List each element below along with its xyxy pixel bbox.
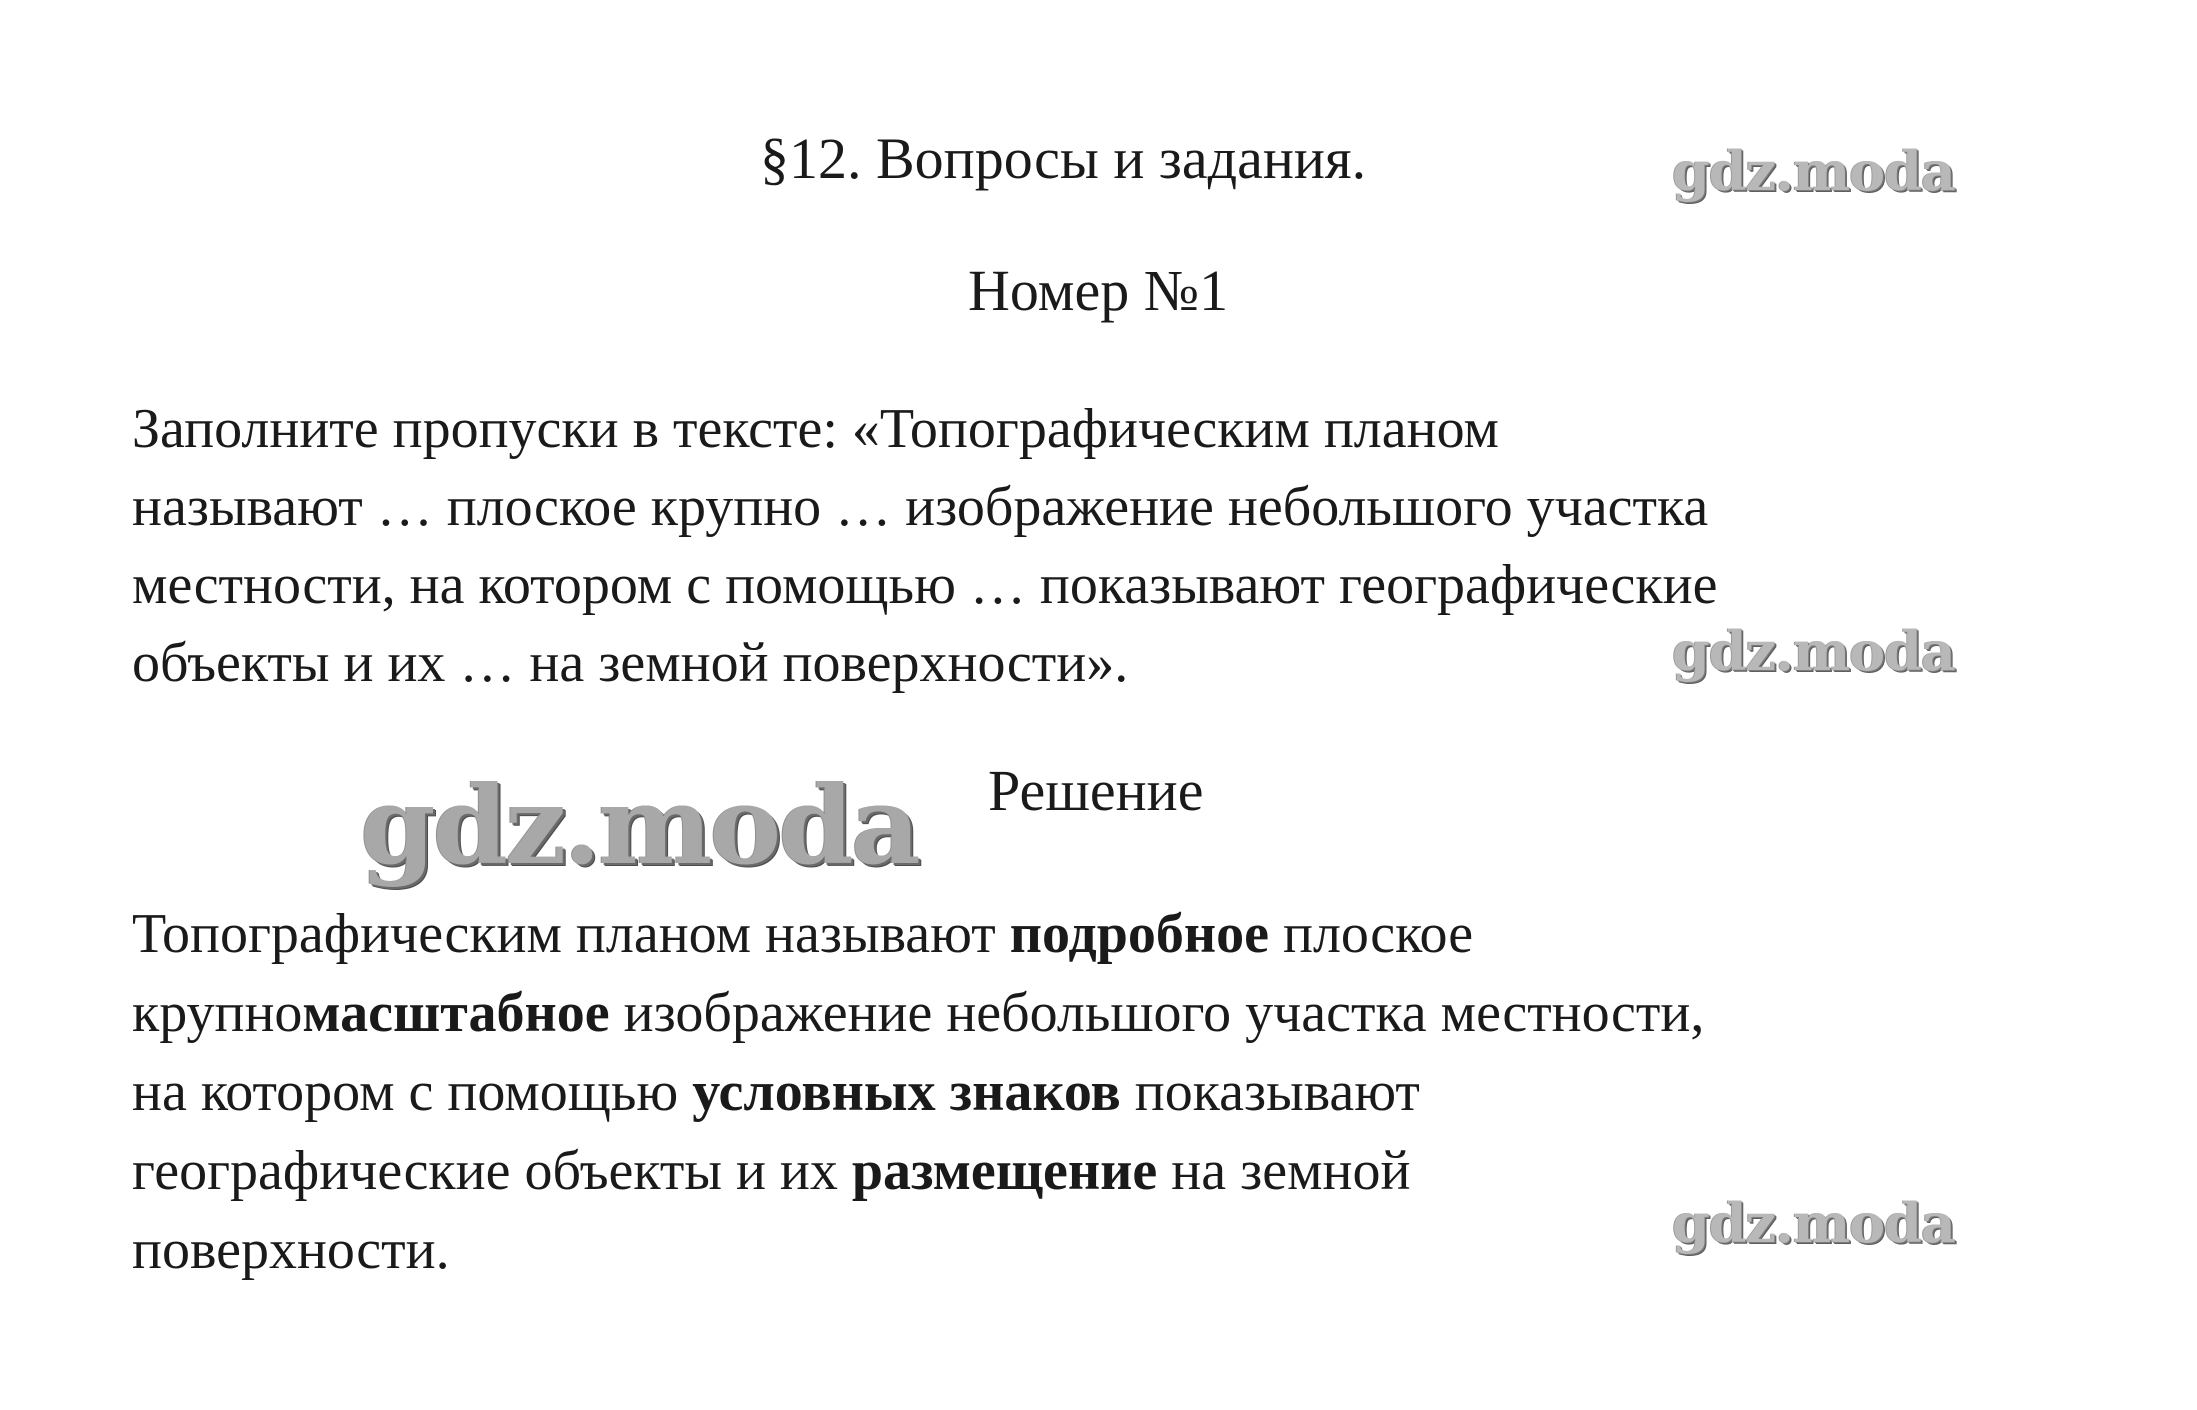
plain-text: показывают [1120, 1061, 1420, 1123]
solution-heading: Решение [988, 758, 1204, 823]
plain-text: изображение небольшого участка местности, [609, 982, 1705, 1044]
watermark-logo: gdz.moda [1672, 139, 1955, 203]
plain-text: плоское [1268, 903, 1474, 965]
solution-line [132, 895, 2092, 974]
plain-text: поверхности. [132, 1219, 450, 1281]
answer-word: размещение [851, 1140, 1158, 1202]
answer-word: масштабное [302, 982, 610, 1044]
task-line: объекты и их … на земной поверхности». [132, 632, 1129, 694]
answer-word: подробное [1009, 903, 1269, 965]
watermark-logo: gdz.moda [1672, 619, 1955, 683]
section-title: §12. Вопросы и задания. [760, 126, 1367, 191]
task-line: Заполните пропуски в тексте: «Топографическим планом [132, 398, 1499, 460]
plain-text: на котором с помощью [132, 1061, 693, 1123]
task-line: называют … плоское крупно … изображение небольшого участка [132, 476, 1709, 538]
solution-line [132, 1053, 2092, 1132]
solution-line [132, 974, 2092, 1053]
task-line: местности, на котором с помощью … показывают географические [132, 554, 1718, 616]
plain-text: крупно [132, 982, 303, 1044]
plain-text: Топографическим планом называют [132, 903, 1010, 965]
plain-text: географические объекты и их [132, 1140, 852, 1202]
plain-text: на земной [1157, 1140, 1411, 1202]
watermark-logo: gdz.moda [360, 763, 918, 889]
answer-word: условных знаков [692, 1061, 1121, 1123]
watermark-logo: gdz.moda [1672, 1191, 1955, 1255]
exercise-number: Номер №1 [968, 258, 1229, 323]
